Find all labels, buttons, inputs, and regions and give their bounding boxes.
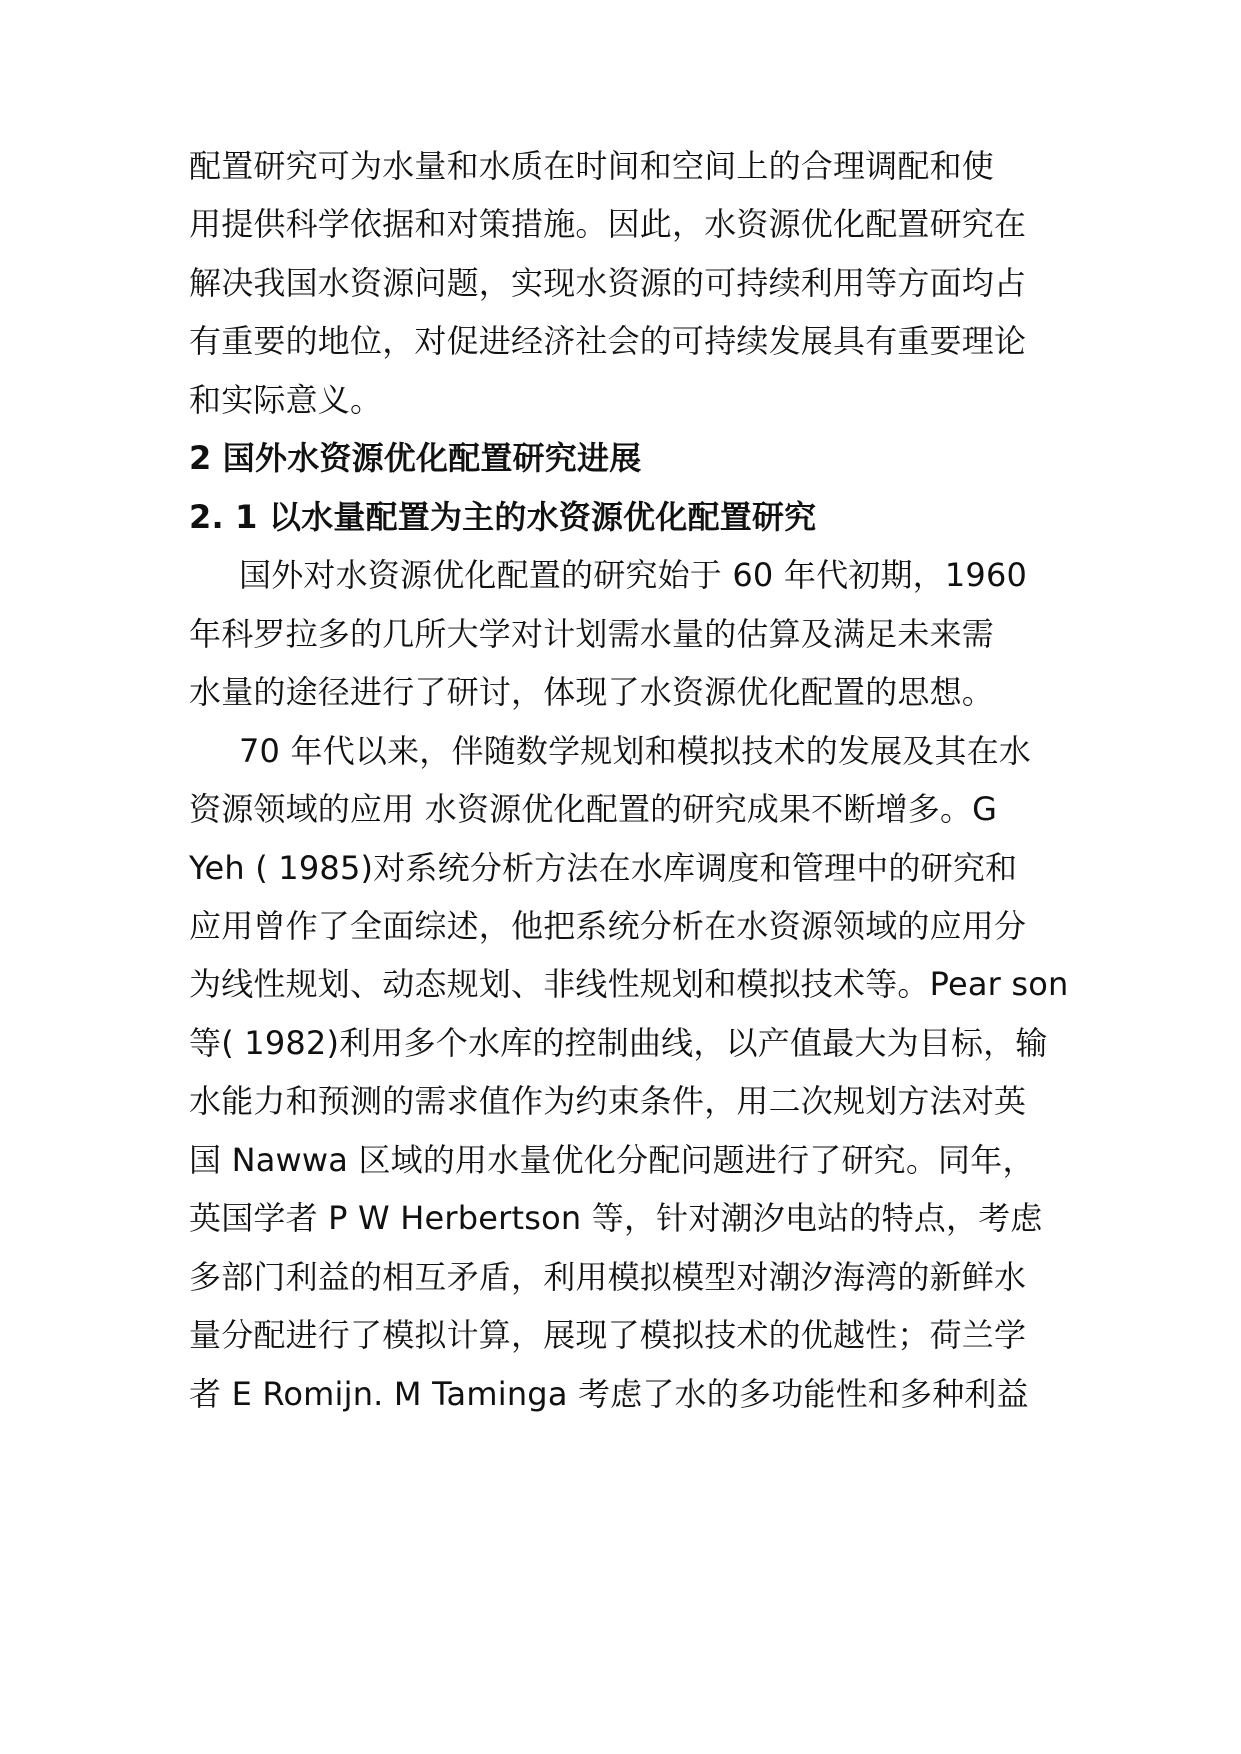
paragraph-2-line-8: 国 Nawwa 区域的用水量优化分配问题进行了研究。同年， [189,1141,1035,1179]
paragraph-2-line-9: 英国学者 P W Herbertson 等，针对潮汐电站的特点，考虑 [189,1199,1043,1237]
paragraph-1-line-3: 水量的途径进行了研讨，体现了水资源优化配置的思想。 [189,673,995,711]
paragraph-2-line-10: 多部门利益的相互矛盾，利用模拟模型对潮汐海湾的新鲜水 [189,1258,1027,1296]
paragraph-2-line-6: 等( 1982)利用多个水库的控制曲线，以产值最大为目标，输 [189,1024,1048,1062]
intro-line-4: 有重要的地位，对促进经济社会的可持续发展具有重要理论 [189,322,1027,360]
section-heading: 2 国外水资源优化配置研究进展 [189,439,642,477]
intro-line-3: 解决我国水资源问题，实现水资源的可持续利用等方面均占 [189,264,1027,302]
paragraph-2-line-12: 者 E Romijn. M Taminga 考虑了水的多功能性和多种利益 [189,1375,1029,1413]
paragraph-2-line-11: 量分配进行了模拟计算，展现了模拟技术的优越性；荷兰学 [189,1316,1027,1354]
paragraph-2-line-7: 水能力和预测的需求值作为约束条件，用二次规划方法对英 [189,1082,1027,1120]
intro-line-2: 用提供科学依据和对策措施。因此，水资源优化配置研究在 [189,205,1027,243]
paragraph-1-line-2: 年科罗拉多的几所大学对计划需水量的估算及满足未来需 [189,615,995,653]
paragraph-2-line-4: 应用曾作了全面综述，他把系统分析在水资源领域的应用分 [189,907,1027,945]
paragraph-2-line-1: 70 年代以来，伴随数学规划和模拟技术的发展及其在水 [239,732,1032,770]
paragraph-1-line-1: 国外对水资源优化配置的研究始于 60 年代初期，1960 [239,556,1028,594]
subsection-heading: 2. 1 以水量配置为主的水资源优化配置研究 [189,498,817,536]
intro-line-1: 配置研究可为水量和水质在时间和空间上的合理调配和使 [189,147,995,185]
paragraph-2-line-3: Yeh ( 1985)对系统分析方法在水库调度和管理中的研究和 [189,849,1018,887]
paragraph-2-line-5: 为线性规划、动态规划、非线性规划和模拟技术等。Pear son [189,965,1069,1003]
paragraph-2-line-2: 资源领域的应用 水资源优化配置的研究成果不断增多。G [189,790,998,828]
intro-line-5: 和实际意义。 [189,381,383,419]
